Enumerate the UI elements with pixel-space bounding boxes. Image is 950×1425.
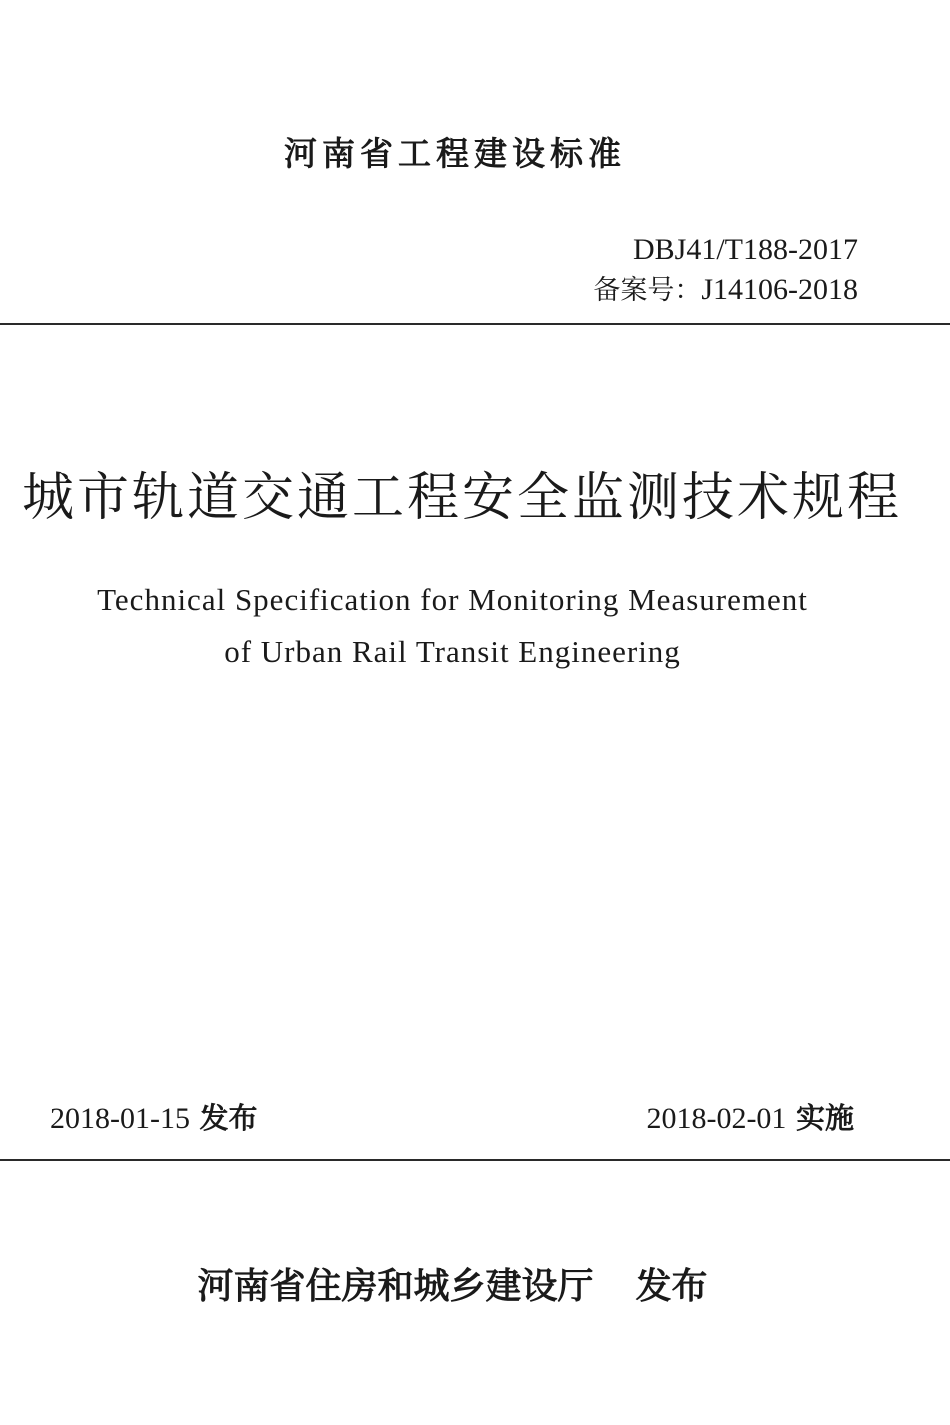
publisher-action: 发布: [635, 1266, 708, 1307]
implement-date: 2018-02-01: [646, 1102, 787, 1135]
issue-date: 2018-01-15: [50, 1102, 190, 1135]
document-title-chinese: 城市轨道交通工程安全监测技术规程: [22, 468, 903, 528]
implement-label: 实施: [795, 1101, 854, 1135]
record-number-label: 备案号：: [593, 275, 702, 306]
record-number: J14106-2018: [701, 273, 858, 306]
top-divider: [0, 323, 950, 325]
standard-code: DBJ41/T188-2017: [633, 233, 858, 266]
issue-label: 发布: [199, 1101, 258, 1135]
issue-date-block: [50, 1096, 258, 1137]
document-title-english-line2: of Urban Rail Transit Engineering: [224, 634, 681, 669]
document-title-english-line1: Technical Specification for Monitoring Measurement: [97, 582, 808, 617]
publisher-name: 河南省住房和城乡建设厅: [197, 1266, 594, 1307]
publisher-block: [0, 1258, 905, 1309]
standard-code-block: [593, 230, 858, 311]
record-number-row: [593, 270, 858, 311]
bottom-divider: [0, 1159, 950, 1161]
implement-date-block: [646, 1096, 854, 1137]
series-title: 河南省工程建设标准: [284, 134, 626, 173]
